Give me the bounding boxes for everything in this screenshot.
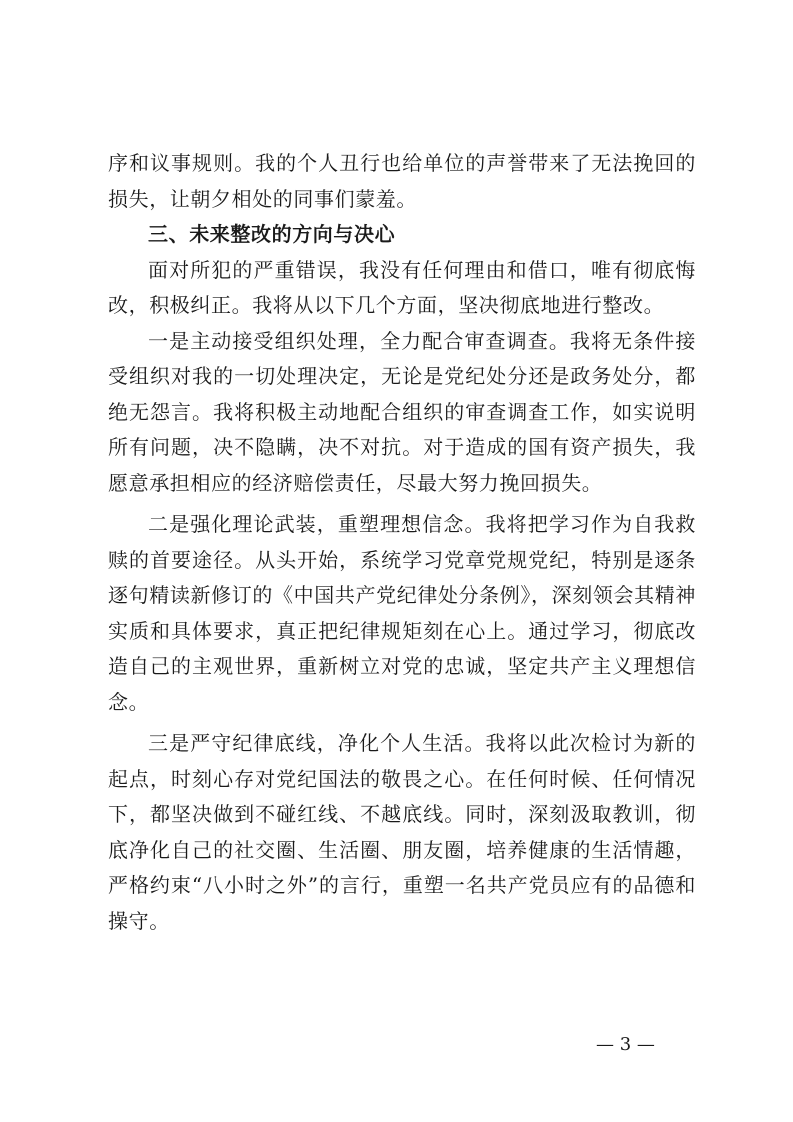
- item-paragraph-3: [108, 726, 696, 939]
- item-lead-1: 一是: [148, 328, 191, 353]
- item-body-1: 主动接受组织处理，全力配合审查调查。我将无条件接受组织对我的一切处理决定，无论是党纪处分还是政务处分，都绝无怨言。我将积极主动地配合组织的审查调查工作，如实说明所有问题，决不隐瞒，决不对抗。对于造成的国有资产损失，我愿意承担相应的经济赔偿责任，尽最大努力挽回损失。: [108, 328, 697, 495]
- document-body: [108, 146, 696, 939]
- item-lead-3: 三是: [148, 731, 191, 755]
- item-lead-2: 二是: [148, 512, 191, 536]
- section-heading: 三、未来整改的方向与决心: [148, 222, 396, 246]
- item-paragraph-2: [108, 507, 696, 720]
- continuation-paragraph: 序和议事规则。我的个人丑行也给单位的声誉带来了无法挽回的损失，让朝夕相处的同事们蒙羞。: [108, 151, 696, 211]
- item-body-2: 强化理论武装，重塑理想信念。我将把学习作为自我救赎的首要途径。从头开始，系统学习党章党规党纪，特别是逐条逐句精读新修订的《中国共产党纪律处分条例》，深刻领会其精神实质和具体要求，真正把纪律规矩刻在心上。通过学习，彻底改造自己的主观世界，重新树立对党的忠诚，坚定共产主义理想信念。: [108, 512, 697, 714]
- item-body-3: 严守纪律底线，净化个人生活。我将以此次检讨为新的起点，时刻心存对党纪国法的敬畏之心。在任何时候、任何情况下，都坚决做到不碰红线、不越底线。同时，深刻汲取教训，彻底净化自己的社交圈、生活圈、朋友圈，培养健康的生活情趣，严格约束“八小时之外”的言行，重塑一名共产党员应有的品德和操守。: [108, 731, 697, 933]
- intro-paragraph: 面对所犯的严重错误，我没有任何理由和借口，唯有彻底悔改，积极纠正。我将从以下几个方面，坚决彻底地进行整改。: [108, 257, 696, 317]
- page-number: — 3 —: [596, 1034, 655, 1055]
- item-paragraph-1: [108, 324, 696, 502]
